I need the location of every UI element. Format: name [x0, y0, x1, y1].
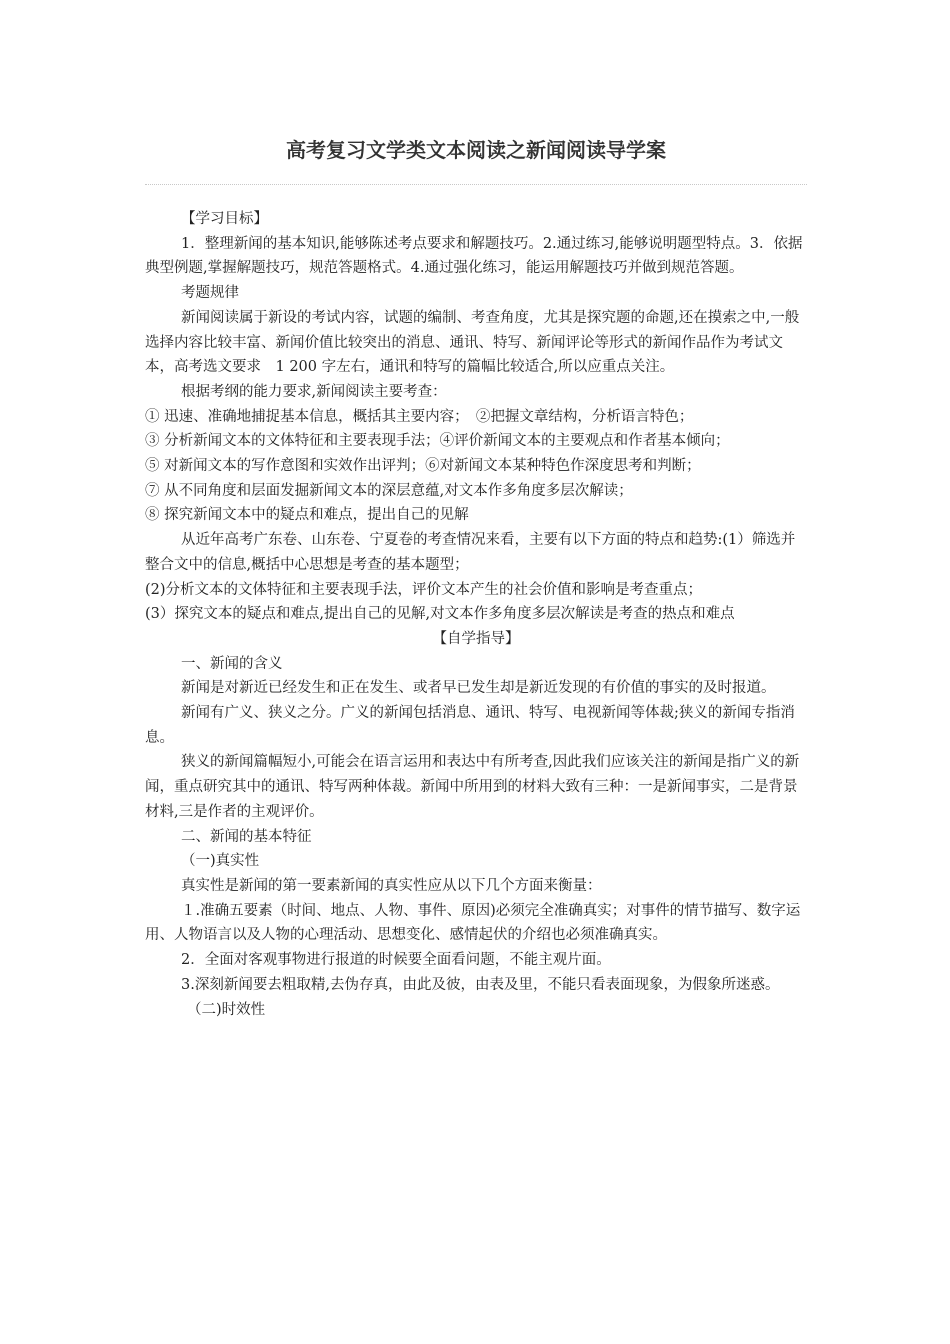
- paragraph: 2．全面对客观事物进行报道的时候要全面看问题，不能主观片面。: [181, 952, 611, 969]
- paragraph: (2)分析文本的文体特征和主要表现手法，评价文本产生的社会价值和影响是考查重点；: [145, 581, 703, 598]
- paragraph: 一、新闻的含义: [181, 655, 283, 672]
- paragraph: （二)时效性: [187, 1001, 266, 1018]
- paragraph: (3）探究文本的疑点和难点,提出自己的见解,对文本作多角度多层次解读是考查的热点和难点: [145, 606, 735, 623]
- paragraph: １.准确五要素（时间、地点、人物、事件、原因)必须完全准确真实；对事件的情节描写、数字运用、人物语言以及人物的心理活动、思想变化、感情起伏的介绍也必须准确真实。: [145, 902, 801, 944]
- paragraph: 从近年高考广东卷、山东卷、宁夏卷的考查情况来看，主要有以下方面的特点和趋势:(1）筛选并整合文中的信息,概括中心思想是考查的基本题型；: [145, 532, 796, 573]
- paragraph: 3.深刻新闻要去粗取精,去伪存真，由此及彼，由表及里，不能只看表面现象，为假象所迷惑。: [181, 976, 780, 993]
- paragraph: 考题规律: [181, 285, 239, 302]
- paragraph: （一)真实性: [181, 853, 260, 870]
- document-page: [145, 130, 807, 1022]
- title-divider: [145, 184, 807, 185]
- paragraph: ⑦ 从不同角度和层面发掘新闻文本的深层意蕴,对文本作多角度多层次解读；: [145, 482, 633, 499]
- paragraph: 二、新闻的基本特征: [181, 828, 312, 845]
- paragraph: ① 迅速、准确地捕捉基本信息，概括其主要内容； ②把握文章结构，分析语言特色；: [145, 408, 694, 425]
- paragraph: 真实性是新闻的第一要素新闻的真实性应从以下几个方面来衡量：: [181, 877, 602, 894]
- paragraph: 根据考纲的能力要求,新闻阅读主要考查：: [181, 383, 447, 400]
- paragraph: 新闻是对新近已经发生和正在发生、或者早已发生却是新近发现的有价值的事实的及时报道。: [181, 680, 776, 697]
- paragraph: ⑤ 对新闻文本的写作意图和实效作出评判；⑥对新闻文本某种特色作深度思考和判断；: [145, 458, 701, 475]
- document-title: 高考复习文学类文本阅读之新闻阅读导学案: [286, 138, 666, 162]
- paragraph: ③ 分析新闻文本的文体特征和主要表现手法；④评价新闻文本的主要观点和作者基本倾向；: [145, 433, 730, 450]
- paragraph: 狭义的新闻篇幅短小,可能会在语言运用和表达中有所考查,因此我们应该关注的新闻是指广义的新闻，重点研究其中的通讯、特写两种体裁。新闻中所用到的材料大致有三种：一是新闻事实，二是背景材料,三是作者的主观评价。: [145, 754, 800, 820]
- paragraph: 【学习目标】: [181, 211, 268, 227]
- paragraph: 新闻阅读属于新设的考试内容，试题的编制、考查角度，尤其是探究题的命题,还在摸索之中,一般选择内容比较丰富、新闻价值比较突出的消息、通讯、特写、新闻评论等形式的新闻作品作为考试文本，高考选文要求 1 200 字左右，通讯和特写的篇幅比较适合,所以应重点关注。: [145, 309, 800, 376]
- paragraph: 【自学指导】: [432, 630, 520, 647]
- paragraph: ⑧ 探究新闻文本中的疑点和难点，提出自己的见解: [145, 507, 469, 524]
- paragraph: 1．整理新闻的基本知识,能够陈述考点要求和解题技巧。2.通过练习,能够说明题型特点。3．依据典型例题,掌握解题技巧，规范答题格式。4.通过强化练习，能运用解题技巧并做到规范答题。: [145, 235, 803, 277]
- paragraph: 新闻有广义、狭义之分。广义的新闻包括消息、通讯、特写、电视新闻等体裁;狭义的新闻专指消息。: [145, 705, 795, 746]
- document-body: [145, 207, 807, 1022]
